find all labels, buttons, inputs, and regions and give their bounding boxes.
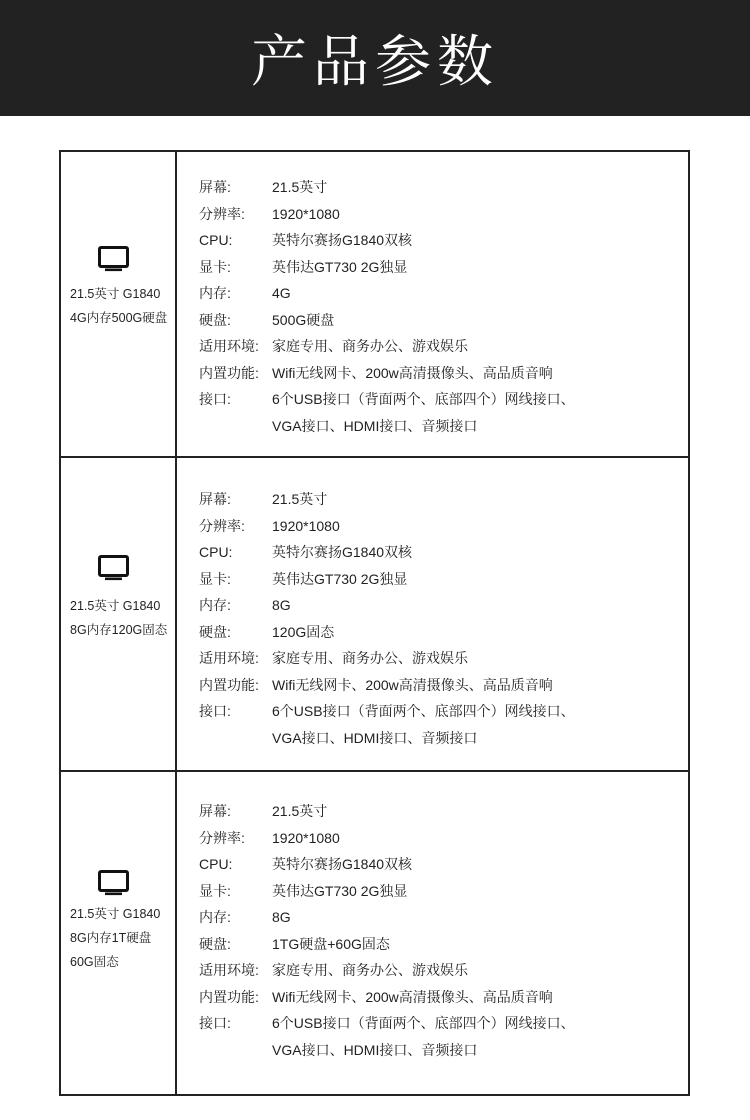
spec-value: Wifi无线网卡、200w高清摄像头、高品质音响 bbox=[272, 988, 553, 1005]
model-description bbox=[70, 902, 160, 974]
spec-value: 21.5英寸 bbox=[272, 179, 328, 195]
spec-value: 家庭专用、商务办公、游戏娱乐 bbox=[272, 962, 468, 978]
spec-label: 屏幕: bbox=[199, 179, 231, 195]
model-line: 4G内存500G硬盘 bbox=[70, 311, 168, 325]
spec-value: 8G bbox=[272, 597, 291, 613]
spec-label: 显卡: bbox=[199, 882, 231, 899]
spec-label: 分辨率: bbox=[199, 517, 245, 534]
spec-memory bbox=[199, 280, 575, 307]
spec-value: VGA接口、HDMI接口、音频接口 bbox=[272, 729, 478, 746]
spec-screen bbox=[199, 174, 575, 201]
spec-value: Wifi无线网卡、200w高清摄像头、高品质音响 bbox=[272, 676, 553, 693]
spec-value: 500G硬盘 bbox=[272, 311, 335, 328]
spec-value: 1920*1080 bbox=[272, 829, 340, 846]
spec-label: CPU: bbox=[199, 544, 233, 560]
spec-ports-continued bbox=[199, 725, 575, 752]
spec-value: 英伟达GT730 2G独显 bbox=[272, 258, 408, 275]
spec-resolution bbox=[199, 513, 575, 540]
model-description bbox=[70, 282, 167, 330]
spec-cpu bbox=[199, 539, 575, 566]
spec-storage bbox=[199, 931, 575, 958]
model-line: 21.5英寸 G1840 bbox=[70, 287, 161, 301]
product-row bbox=[61, 152, 688, 458]
spec-value: 8G bbox=[272, 909, 291, 925]
product-summary-cell bbox=[61, 772, 177, 1094]
spec-label: 接口: bbox=[199, 703, 231, 719]
monitor-icon bbox=[98, 870, 129, 896]
spec-value: 1920*1080 bbox=[272, 517, 340, 534]
spec-usage bbox=[199, 333, 575, 360]
spec-label: 内存: bbox=[199, 909, 231, 925]
spec-features bbox=[199, 672, 575, 699]
spec-memory bbox=[199, 592, 575, 619]
spec-value: 6个USB接口（背面两个、底部四个）网线接口、 bbox=[272, 703, 575, 719]
spec-features bbox=[199, 984, 575, 1011]
spec-label: 分辨率: bbox=[199, 829, 245, 846]
monitor-icon bbox=[98, 246, 129, 272]
spec-label: 内置功能: bbox=[199, 988, 259, 1005]
spec-value: 英伟达GT730 2G独显 bbox=[272, 882, 408, 899]
spec-storage bbox=[199, 307, 575, 334]
spec-value: 4G bbox=[272, 285, 291, 301]
spec-label: CPU: bbox=[199, 232, 233, 248]
product-summary-cell bbox=[61, 152, 177, 456]
spec-label: 硬盘: bbox=[199, 623, 231, 640]
spec-gpu bbox=[199, 254, 575, 281]
spec-list bbox=[199, 486, 575, 751]
spec-table bbox=[59, 150, 690, 1096]
spec-label: 硬盘: bbox=[199, 311, 231, 328]
spec-value: 英特尔赛扬G1840双核 bbox=[272, 856, 413, 872]
spec-label: CPU: bbox=[199, 856, 233, 872]
spec-value: 1920*1080 bbox=[272, 205, 340, 222]
spec-gpu bbox=[199, 878, 575, 905]
spec-value: 家庭专用、商务办公、游戏娱乐 bbox=[272, 650, 468, 666]
page-title: 产品参数 bbox=[251, 30, 499, 95]
spec-details-cell bbox=[177, 152, 688, 456]
spec-usage bbox=[199, 645, 575, 672]
spec-features bbox=[199, 360, 575, 387]
spec-label: 内置功能: bbox=[199, 364, 259, 381]
spec-value: 21.5英寸 bbox=[272, 491, 328, 507]
spec-label: 内置功能: bbox=[199, 676, 259, 693]
spec-label: 显卡: bbox=[199, 258, 231, 275]
spec-cpu bbox=[199, 851, 575, 878]
spec-usage bbox=[199, 957, 575, 984]
spec-details-cell bbox=[177, 772, 688, 1094]
model-line: 60G固态 bbox=[70, 955, 119, 969]
spec-value: VGA接口、HDMI接口、音频接口 bbox=[272, 1041, 478, 1058]
spec-value: Wifi无线网卡、200w高清摄像头、高品质音响 bbox=[272, 364, 553, 381]
model-line: 21.5英寸 G1840 bbox=[70, 599, 161, 613]
spec-resolution bbox=[199, 825, 575, 852]
spec-value: VGA接口、HDMI接口、音频接口 bbox=[272, 417, 478, 434]
product-summary-cell bbox=[61, 458, 177, 770]
spec-ports bbox=[199, 698, 575, 725]
model-line: 8G内存1T硬盘 bbox=[70, 931, 152, 945]
spec-list bbox=[199, 174, 575, 439]
spec-value: 英伟达GT730 2G独显 bbox=[272, 570, 408, 587]
model-line: 8G内存120G固态 bbox=[70, 623, 168, 637]
product-row bbox=[61, 772, 688, 1094]
spec-value: 1TG硬盘+60G固态 bbox=[272, 935, 390, 952]
spec-value: 6个USB接口（背面两个、底部四个）网线接口、 bbox=[272, 1015, 575, 1031]
spec-label: 适用环境: bbox=[199, 962, 259, 978]
spec-value: 21.5英寸 bbox=[272, 803, 328, 819]
spec-value: 家庭专用、商务办公、游戏娱乐 bbox=[272, 338, 468, 354]
spec-label: 内存: bbox=[199, 285, 231, 301]
spec-ports bbox=[199, 386, 575, 413]
spec-ports-continued bbox=[199, 413, 575, 440]
spec-label: 分辨率: bbox=[199, 205, 245, 222]
spec-label: 屏幕: bbox=[199, 803, 231, 819]
monitor-icon bbox=[98, 555, 129, 581]
spec-label: 硬盘: bbox=[199, 935, 231, 952]
spec-label: 显卡: bbox=[199, 570, 231, 587]
product-row bbox=[61, 458, 688, 772]
spec-label: 接口: bbox=[199, 1015, 231, 1031]
model-line: 21.5英寸 G1840 bbox=[70, 907, 161, 921]
spec-label: 接口: bbox=[199, 391, 231, 407]
spec-screen bbox=[199, 486, 575, 513]
spec-resolution bbox=[199, 201, 575, 228]
spec-ports-continued bbox=[199, 1037, 575, 1064]
spec-label: 适用环境: bbox=[199, 338, 259, 354]
spec-value: 英特尔赛扬G1840双核 bbox=[272, 544, 413, 560]
spec-screen bbox=[199, 798, 575, 825]
spec-storage bbox=[199, 619, 575, 646]
spec-gpu bbox=[199, 566, 575, 593]
spec-list bbox=[199, 798, 575, 1063]
spec-label: 内存: bbox=[199, 597, 231, 613]
spec-memory bbox=[199, 904, 575, 931]
spec-value: 120G固态 bbox=[272, 623, 335, 640]
spec-details-cell bbox=[177, 458, 688, 770]
spec-label: 屏幕: bbox=[199, 491, 231, 507]
spec-label: 适用环境: bbox=[199, 650, 259, 666]
spec-value: 6个USB接口（背面两个、底部四个）网线接口、 bbox=[272, 391, 575, 407]
page-header bbox=[0, 0, 750, 116]
spec-value: 英特尔赛扬G1840双核 bbox=[272, 232, 413, 248]
spec-cpu bbox=[199, 227, 575, 254]
spec-ports bbox=[199, 1010, 575, 1037]
model-description bbox=[70, 594, 167, 642]
